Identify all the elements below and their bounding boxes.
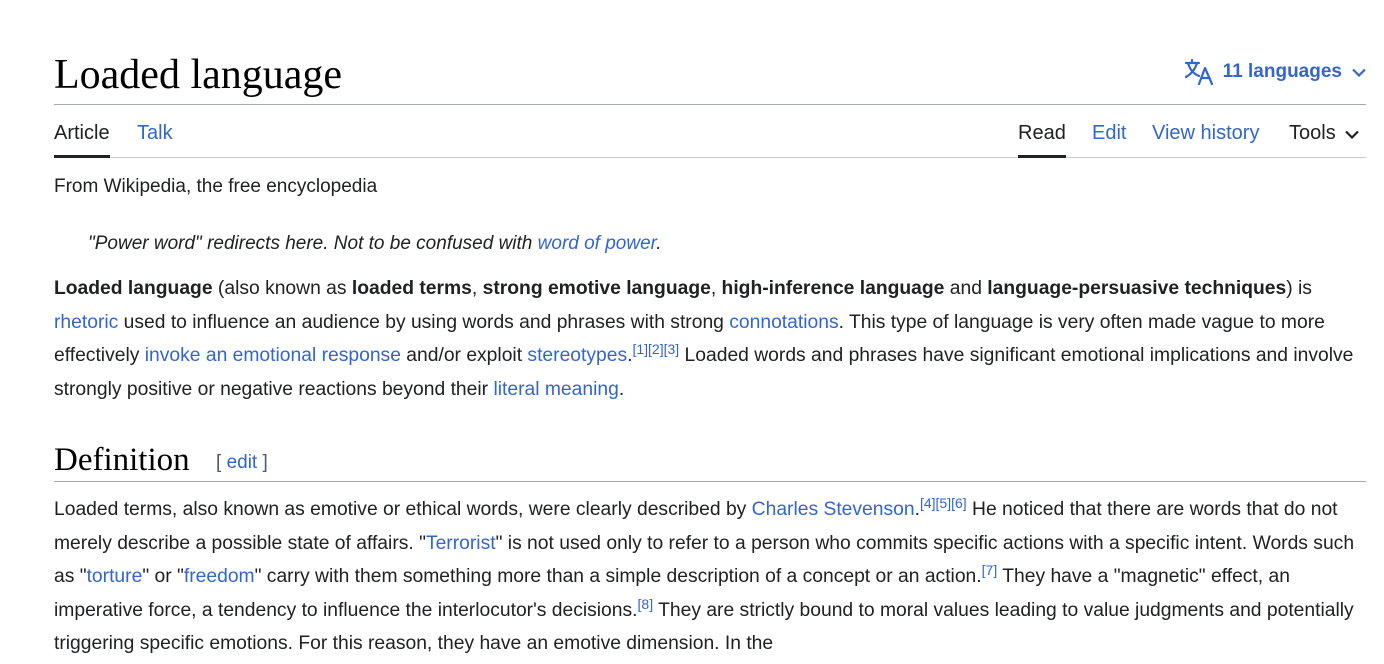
hatnote: [88, 232, 662, 256]
link-torture[interactable]: torture: [86, 566, 143, 587]
intro-paragraph: [54, 272, 1366, 406]
tab-edit[interactable]: Edit: [1092, 122, 1127, 144]
bold-term: Loaded language: [54, 278, 213, 299]
page-title: Loaded language: [54, 52, 343, 98]
definition-paragraph: [54, 493, 1366, 661]
bracket-close: ]: [262, 452, 268, 473]
site-tagline: From Wikipedia, the free encyclopedia: [54, 176, 378, 197]
tab-talk[interactable]: Talk: [137, 122, 173, 144]
tab-read[interactable]: Read: [1018, 122, 1066, 144]
chevron-down-icon: [1345, 120, 1359, 146]
link-rhetoric[interactable]: rhetoric: [54, 311, 119, 333]
citation-link[interactable]: [1]: [632, 341, 649, 357]
bold-term: language-persuasive techniques: [987, 278, 1287, 299]
text-run: " or ": [142, 566, 184, 587]
bold-term: high-inference language: [721, 278, 945, 299]
citation-link[interactable]: [4]: [919, 495, 936, 511]
bold-term: strong emotive language: [482, 278, 711, 299]
citation-link[interactable]: [3]: [663, 341, 680, 357]
tab-view-history[interactable]: View history: [1152, 122, 1260, 144]
text-run: They have a "magnetic" effect, an imperative force, a tendency to influence the interlocutor's decisions.: [54, 566, 1290, 621]
title-row: [54, 46, 1366, 105]
translate-icon: [1184, 58, 1214, 86]
text-run: . This type of language is very often made vague to more effectively: [54, 311, 1325, 366]
citation-link[interactable]: [7]: [981, 562, 998, 578]
text-run: .: [618, 378, 625, 400]
text-run: used to influence an audience by using words and phrases with strong: [118, 311, 730, 333]
link-connotations[interactable]: connotations: [729, 311, 839, 333]
text-run: and: [944, 278, 988, 299]
text-run: Loaded words and phrases have significant emotional implications and involve strongly positive or negative reactions beyond their: [54, 345, 1354, 400]
citation-link[interactable]: [2]: [648, 341, 664, 357]
link-emotional-response[interactable]: invoke an emotional response: [144, 345, 401, 366]
text-run: ,: [710, 278, 722, 299]
hatnote-text: "Power word" redirects here. Not to be confused with: [88, 233, 538, 254]
text-run: .: [914, 499, 920, 520]
text-run: " carry with them something more than a simple description of a concept or an action.: [254, 566, 982, 587]
text-run: He noticed that there are words that do not merely describe a possible state of affairs. ": [54, 499, 1338, 554]
section-header-definition: [54, 436, 1366, 482]
text-run: ) is: [1286, 278, 1312, 299]
link-stereotypes[interactable]: stereotypes: [527, 345, 628, 366]
link-literal-meaning[interactable]: literal meaning: [493, 378, 619, 400]
text-run: (also known as: [212, 278, 352, 299]
section-heading: Definition: [54, 442, 190, 478]
edit-section-link[interactable]: edit: [226, 452, 258, 473]
bracket-open: [: [216, 452, 222, 473]
languages-button[interactable]: [1184, 58, 1366, 86]
citation-link[interactable]: [5]: [935, 495, 952, 511]
text-run: .: [627, 345, 633, 366]
chevron-down-icon: [1352, 68, 1366, 77]
page-tabs: [54, 104, 1366, 158]
hatnote-link[interactable]: word of power: [537, 233, 657, 254]
bold-term: loaded terms: [351, 278, 472, 299]
text-run: " is not used only to refer to a person who commits specific actions with a specific intent. Words such as ": [54, 532, 1355, 587]
link-terrorist[interactable]: Terrorist: [425, 532, 496, 554]
link-freedom[interactable]: freedom: [183, 566, 255, 587]
link-charles-stevenson[interactable]: Charles Stevenson: [751, 499, 915, 520]
tools-label: Tools: [1289, 122, 1336, 144]
hatnote-period: .: [656, 233, 662, 254]
text-run: Loaded terms, also known as emotive or ethical words, were clearly described by: [54, 499, 752, 520]
citation-link[interactable]: [6]: [951, 495, 967, 511]
edit-section: [216, 452, 268, 474]
tools-menu[interactable]: [1289, 120, 1359, 146]
text-run: They are strictly bound to moral values leading to value judgments and potentially triggering specific emotions. For this reason, they have an emotive dimension. In the: [54, 599, 1354, 654]
text-run: and/or exploit: [400, 345, 528, 366]
text-run: ,: [471, 278, 483, 299]
citation-link[interactable]: [8]: [637, 595, 654, 612]
languages-label: 11 languages: [1222, 61, 1342, 82]
tab-article[interactable]: Article: [54, 122, 110, 144]
